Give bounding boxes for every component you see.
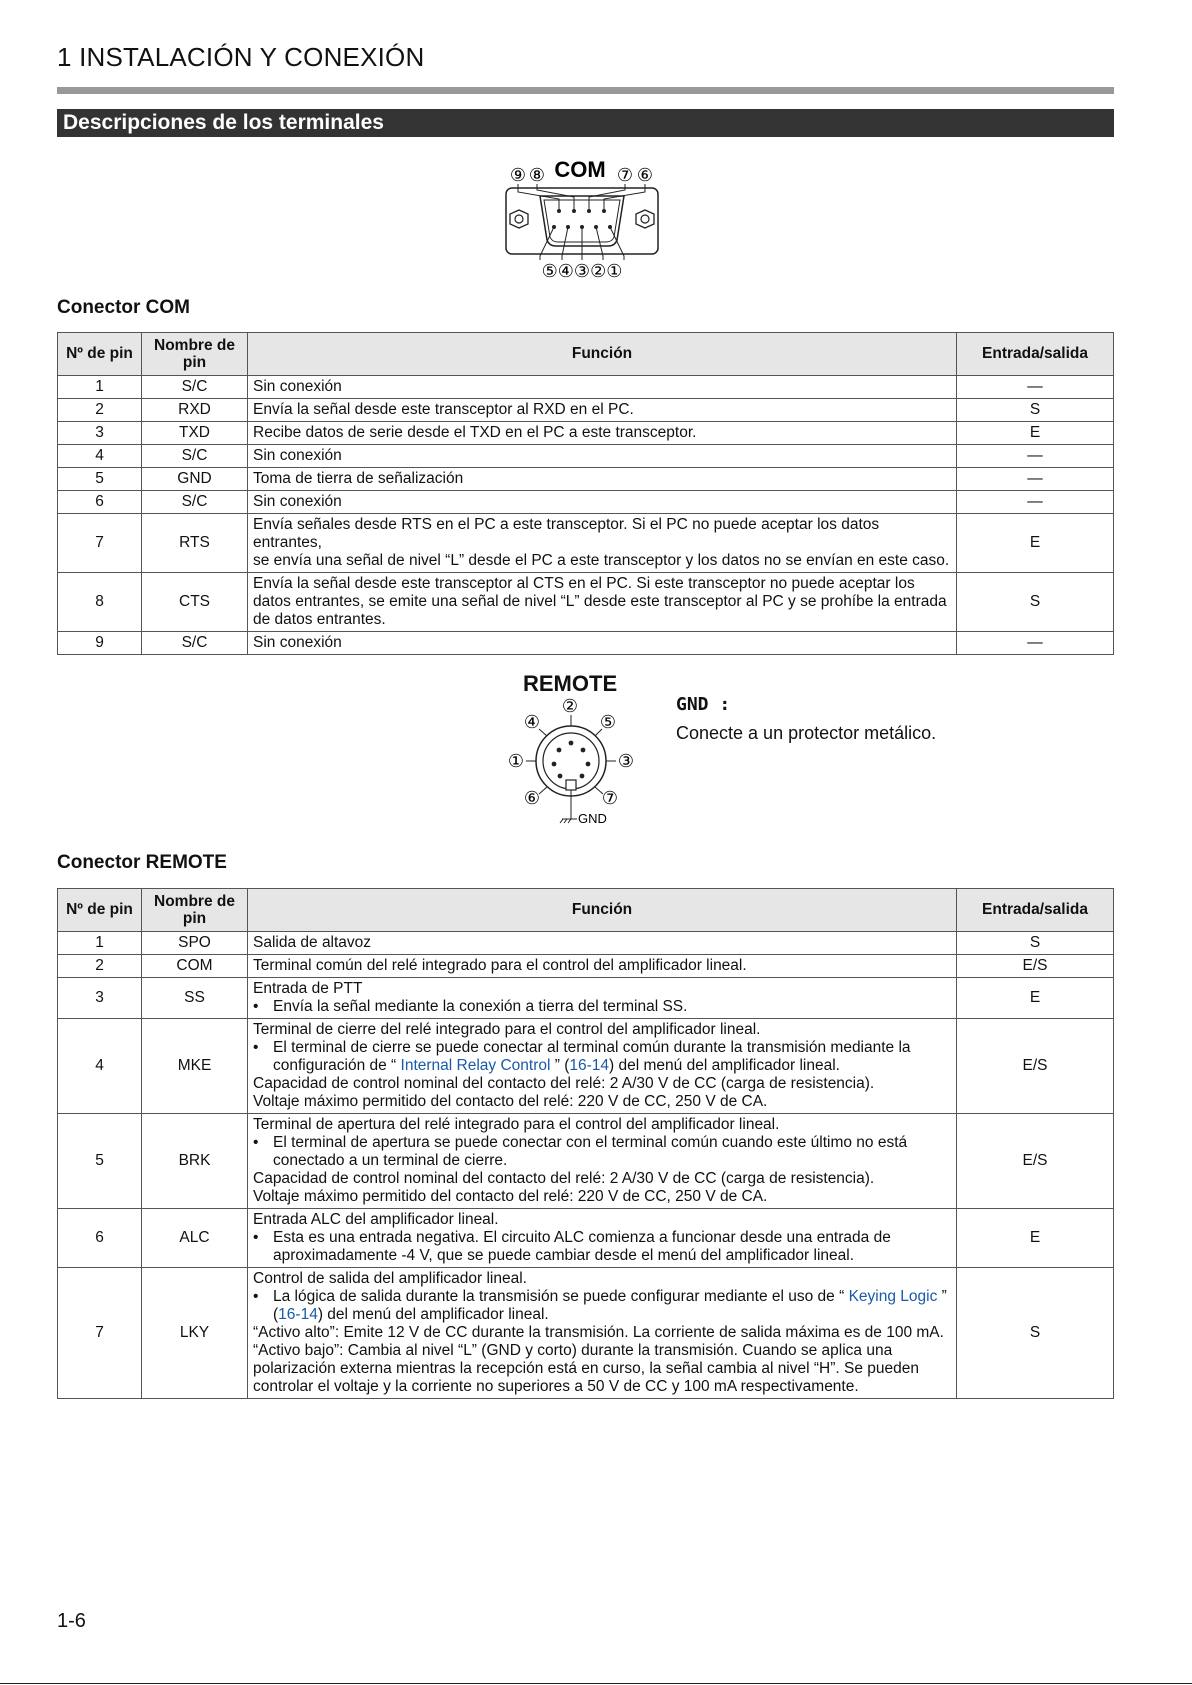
pin-name: TXD <box>142 422 248 445</box>
pin-function <box>248 422 957 445</box>
remote-pin-label-6: ⑥ <box>523 788 541 809</box>
function-line: datos entrantes, se emite una señal de nivel “L” desde este transceptor al PC y se prohíbe la entrada <box>253 593 947 610</box>
function-line: se envía una señal de nivel “L” desde el PC a este transceptor y los datos no se envían en este caso. <box>253 552 950 569</box>
remote-pin-label-1: ① <box>507 751 525 772</box>
function-line <box>253 1188 951 1206</box>
function-text: Entrada ALC del amplificador lineal. <box>253 1211 499 1228</box>
pin-io: — <box>957 491 1114 514</box>
com-connector-diagram <box>500 154 670 282</box>
function-text: “Activo alto”: Emite 12 V de CC durante la transmisión. La corriente de salida máxima es de 100 mA. <box>253 1324 944 1341</box>
pin-name: RTS <box>142 514 248 573</box>
pin-io: E <box>957 422 1114 445</box>
header-io: Entrada/salida <box>957 889 1114 932</box>
page-reference-link[interactable]: 16-14 <box>278 1306 318 1323</box>
pin-io: E <box>957 978 1114 1019</box>
menu-link[interactable]: Internal Relay Control <box>400 1057 551 1074</box>
remote-gnd-text: GND <box>578 811 607 826</box>
function-line <box>253 1211 951 1229</box>
pin-function <box>248 1209 957 1268</box>
function-line: Sin conexión <box>253 447 342 464</box>
com-pin-label-8: ⑧ <box>528 165 546 186</box>
pin-function <box>248 1019 957 1114</box>
table-row <box>58 1019 1114 1114</box>
com-pin-label-6: ⑥ <box>636 165 654 186</box>
function-line: Toma de tierra de señalización <box>253 470 464 487</box>
page-reference-link[interactable]: 16-14 <box>569 1057 610 1074</box>
pin-io: — <box>957 445 1114 468</box>
function-line <box>253 957 951 975</box>
table-row <box>58 955 1114 978</box>
function-text: Voltaje máximo permitido del contacto del relé: 220 V de CC, 250 V de CA. <box>253 1093 768 1110</box>
pin-number: 6 <box>58 491 142 514</box>
remote-connector-heading: Conector REMOTE <box>57 852 227 873</box>
function-line: de datos entrantes. <box>253 611 386 628</box>
function-text: Entrada de PTT <box>253 980 363 997</box>
pin-name: CTS <box>142 573 248 632</box>
gnd-description: Conecte a un protector metálico. <box>676 723 937 743</box>
table-row <box>58 422 1114 445</box>
section-title: Descripciones de los terminales <box>57 109 1114 137</box>
function-text: Terminal de cierre del relé integrado para el control del amplificador lineal. <box>253 1021 761 1038</box>
com-title: COM <box>554 157 606 182</box>
function-line <box>253 1093 951 1111</box>
pin-number: 3 <box>58 422 142 445</box>
pin-io: — <box>957 632 1114 655</box>
com-bottom-pin-labels: ⑤④③②① <box>541 261 623 282</box>
pin-io: E <box>957 1209 1114 1268</box>
pin-name: S/C <box>142 491 248 514</box>
pin-number: 4 <box>58 445 142 468</box>
pin-number: 1 <box>58 932 142 955</box>
com-pin-label-9: ⑨ <box>509 165 527 186</box>
function-text: Esta es una entrada negativa. El circuito ALC comienza a funcionar desde una entrada de aproximadamente -4 V, que se puede cambiar desde el menú del amplificador lineal. <box>273 1229 891 1264</box>
function-line: Envía la señal desde este transceptor al CTS en el PC. Si este transceptor no puede aceptar los <box>253 575 915 592</box>
table-row <box>58 978 1114 1019</box>
com-pin-table <box>57 332 1114 655</box>
function-text: ” ( <box>273 1288 947 1323</box>
table-row <box>58 468 1114 491</box>
pin-name: RXD <box>142 399 248 422</box>
table-row <box>58 573 1114 632</box>
pin-function <box>248 468 957 491</box>
function-line <box>253 1075 951 1093</box>
function-line <box>253 1021 951 1039</box>
function-text: ” ( <box>550 1057 570 1074</box>
pin-number: 7 <box>58 514 142 573</box>
remote-pin-label-4: ④ <box>523 712 541 733</box>
function-line: Envía señales desde RTS en el PC a este transceptor. Si el PC no puede aceptar los datos entrantes, <box>253 516 880 551</box>
function-line: Sin conexión <box>253 634 342 651</box>
pin-name: LKY <box>142 1268 248 1399</box>
function-line <box>253 1324 951 1342</box>
pin-io: S <box>957 399 1114 422</box>
remote-pin-table <box>57 888 1114 1399</box>
pin-function <box>248 491 957 514</box>
gnd-label: GND : <box>676 694 731 715</box>
remote-pin-label-7: ⑦ <box>601 788 619 809</box>
table-row <box>58 632 1114 655</box>
pin-number: 3 <box>58 978 142 1019</box>
pin-io: E <box>957 514 1114 573</box>
function-text: Control de salida del amplificador lineal. <box>253 1270 527 1287</box>
function-text: ) del menú del amplificador lineal. <box>609 1057 840 1074</box>
function-line: Sin conexión <box>253 493 342 510</box>
pin-name: GND <box>142 468 248 491</box>
table-row <box>58 491 1114 514</box>
function-text: Capacidad de control nominal del contacto del relé: 2 A/30 V de CC (carga de resistencia). <box>253 1170 875 1187</box>
page-bottom-rule <box>0 1683 1192 1684</box>
header-pin-name: Nombre de pin <box>142 333 248 376</box>
function-line: Sin conexión <box>253 378 342 395</box>
pin-io: S <box>957 573 1114 632</box>
pin-io: E/S <box>957 955 1114 978</box>
function-text: Capacidad de control nominal del contacto del relé: 2 A/30 V de CC (carga de resistencia). <box>253 1075 875 1092</box>
table-row <box>58 1114 1114 1209</box>
pin-number: 8 <box>58 573 142 632</box>
pin-name: COM <box>142 955 248 978</box>
pin-name: SS <box>142 978 248 1019</box>
function-text: La lógica de salida durante la transmisión se puede configurar mediante el uso de “ <box>273 1288 849 1305</box>
bullet-line <box>253 1134 951 1170</box>
remote-connector-diagram <box>502 695 642 831</box>
pin-name: S/C <box>142 632 248 655</box>
function-text: El terminal de cierre se puede conectar al terminal común durante la transmisión mediante la configuración de “ <box>273 1039 911 1074</box>
pin-function <box>248 573 957 632</box>
pin-function <box>248 1114 957 1209</box>
table-row <box>58 445 1114 468</box>
bullet-line <box>253 998 951 1016</box>
function-line <box>253 1270 951 1288</box>
function-line <box>253 1116 951 1134</box>
function-line <box>253 1342 951 1396</box>
table-row <box>58 376 1114 399</box>
header-pin: Nº de pin <box>58 333 142 376</box>
com-pin-label-7: ⑦ <box>616 165 634 186</box>
pin-name: SPO <box>142 932 248 955</box>
pin-function <box>248 955 957 978</box>
pin-function <box>248 978 957 1019</box>
table-header-row <box>58 889 1114 932</box>
page-number: 1-6 <box>57 1610 86 1632</box>
bullet-dot: • <box>253 1039 259 1056</box>
bullet-dot: • <box>253 1229 259 1246</box>
bullet-line <box>253 1288 951 1324</box>
header-pin: Nº de pin <box>58 889 142 932</box>
pin-name: MKE <box>142 1019 248 1114</box>
pin-io: — <box>957 376 1114 399</box>
pin-io: E/S <box>957 1114 1114 1209</box>
menu-link[interactable]: Keying Logic <box>848 1288 938 1305</box>
table-header-row <box>58 333 1114 376</box>
pin-number: 9 <box>58 632 142 655</box>
pin-io: — <box>957 468 1114 491</box>
pin-name: BRK <box>142 1114 248 1209</box>
pin-number: 2 <box>58 955 142 978</box>
table-row <box>58 1268 1114 1399</box>
bullet-dot: • <box>253 1288 259 1305</box>
remote-pin-label-3: ③ <box>617 751 635 772</box>
pin-function <box>248 932 957 955</box>
function-text: Salida de altavoz <box>253 934 372 951</box>
table-row <box>58 399 1114 422</box>
table-row <box>58 932 1114 955</box>
table-row <box>58 514 1114 573</box>
remote-pin-label-5: ⑤ <box>599 712 617 733</box>
function-text: “Activo bajo”: Cambia al nivel “L” (GND y corto) durante la transmisión. Cuando se aplica una polarización externa mientras la recepción está en curso, la señal cambia al nivel “H”. Se pueden controlar el voltaje y la corriente no superiores a 50 V de CC y 100 mA respectivamente. <box>253 1342 919 1395</box>
bullet-dot: • <box>253 998 259 1015</box>
function-line <box>253 1170 951 1188</box>
table-row <box>58 1209 1114 1268</box>
pin-number: 6 <box>58 1209 142 1268</box>
chapter-title: 1 INSTALACIÓN Y CONEXIÓN <box>57 42 425 72</box>
bullet-line <box>253 1229 951 1265</box>
pin-function <box>248 1268 957 1399</box>
function-text: Terminal de apertura del relé integrado para el control del amplificador lineal. <box>253 1116 780 1133</box>
pin-number: 4 <box>58 1019 142 1114</box>
pin-number: 7 <box>58 1268 142 1399</box>
function-text: ) del menú del amplificador lineal. <box>317 1306 549 1323</box>
pin-name: ALC <box>142 1209 248 1268</box>
bullet-line <box>253 1039 951 1075</box>
pin-number: 1 <box>58 376 142 399</box>
function-line: Recibe datos de serie desde el TXD en el PC a este transceptor. <box>253 424 697 441</box>
pin-io: S <box>957 1268 1114 1399</box>
pin-name: S/C <box>142 376 248 399</box>
function-line <box>253 934 951 952</box>
header-function: Función <box>248 889 957 932</box>
pin-number: 5 <box>58 1114 142 1209</box>
pin-name: S/C <box>142 445 248 468</box>
pin-function <box>248 445 957 468</box>
pin-function <box>248 376 957 399</box>
remote-title: REMOTE <box>523 671 618 696</box>
pin-number: 5 <box>58 468 142 491</box>
pin-io: S <box>957 932 1114 955</box>
pin-function <box>248 632 957 655</box>
function-text: Envía la señal mediante la conexión a tierra del terminal SS. <box>273 998 688 1015</box>
chapter-rule <box>57 87 1114 94</box>
pin-io: E/S <box>957 1019 1114 1114</box>
header-function: Función <box>248 333 957 376</box>
function-line: Envía la señal desde este transceptor al RXD en el PC. <box>253 401 634 418</box>
com-connector-heading: Conector COM <box>57 297 190 318</box>
bullet-dot: • <box>253 1134 259 1151</box>
pin-function <box>248 514 957 573</box>
function-line <box>253 980 951 998</box>
pin-function <box>248 399 957 422</box>
function-text: El terminal de apertura se puede conectar con el terminal común cuando este último no está conectado a un terminal de cierre. <box>273 1134 908 1169</box>
remote-pin-label-2: ② <box>561 696 579 717</box>
header-pin-name: Nombre de pin <box>142 889 248 932</box>
pin-number: 2 <box>58 399 142 422</box>
function-text: Voltaje máximo permitido del contacto del relé: 220 V de CC, 250 V de CA. <box>253 1188 768 1205</box>
function-text: Terminal común del relé integrado para el control del amplificador lineal. <box>253 957 747 974</box>
header-io: Entrada/salida <box>957 333 1114 376</box>
